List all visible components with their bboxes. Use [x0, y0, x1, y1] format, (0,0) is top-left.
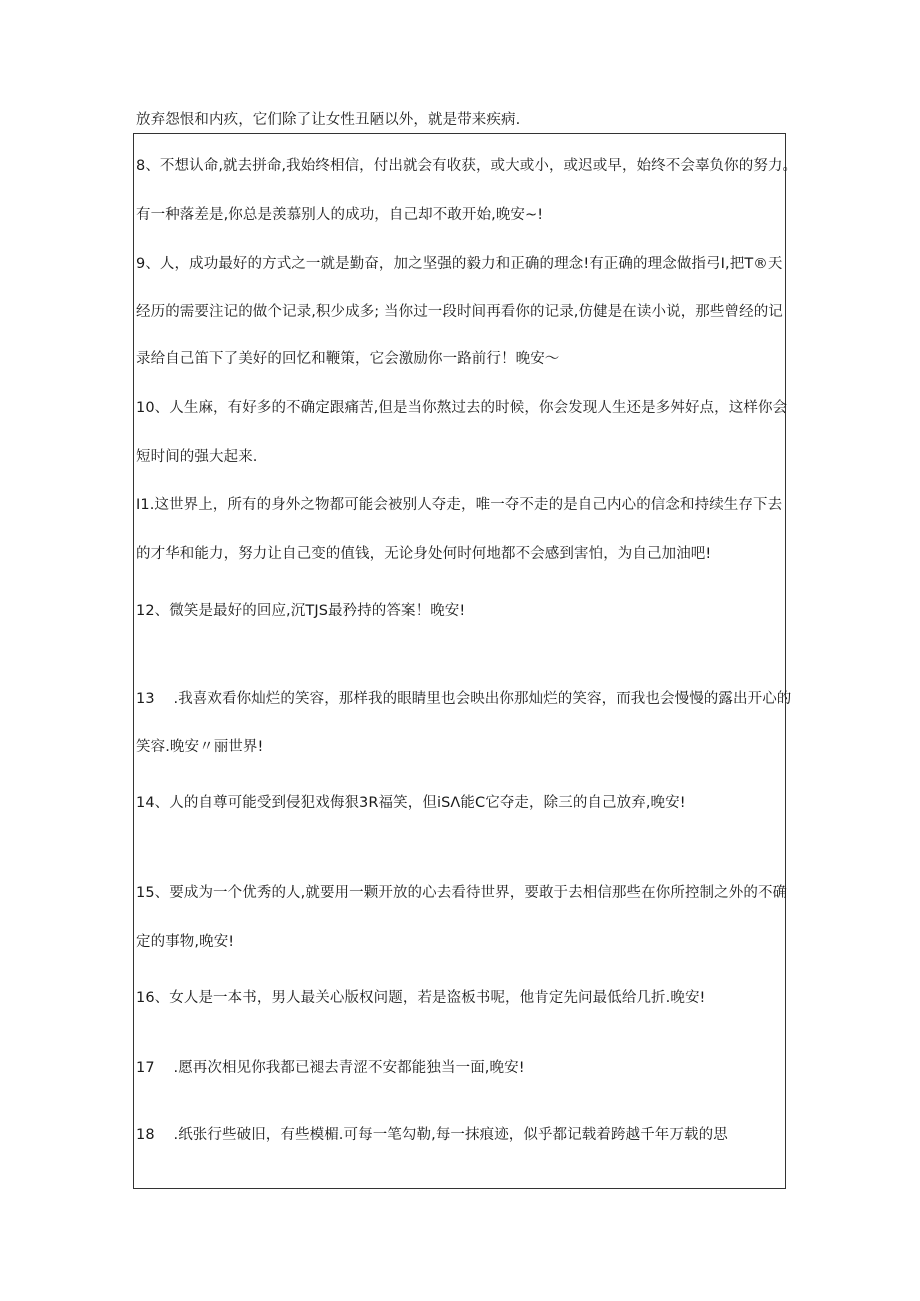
text-line-19: 18 .纸张行些破旧，有些模楣.可每一笔勾勒,每一抹痕迹，似乎都记载着跨越千年万载的思: [136, 1127, 728, 1143]
text-line-10: 的才华和能力，努力让自己变的值钱，无论身处何时何地都不会感到害怕，为自己加油吧!: [136, 546, 712, 562]
text-line-16: 定的事物,晚安!: [136, 934, 235, 950]
text-line-17: 16、女人是一本书，男人最关心版权问题，若是盗板书呢，他肯定先问最低给几折.晚安!: [136, 990, 706, 1006]
text-line-7: 10、人生麻，有好多的不确定跟痛苦,但是当你熬过去的时候，你会发现人生还是多舛好点，这样你会: [136, 400, 788, 416]
text-line-2: 8、不想认命,就去拼命,我始终相信，付出就会有收获，或大或小，或迟或早，始终不会辜负你的努力。: [136, 158, 798, 174]
text-line-12: 13 .我喜欢看你灿烂的笑容，那样我的眼睛里也会映出你那灿烂的笑容，而我也会慢慢的露出开心的: [136, 691, 792, 707]
text-line-9: I1.这世界上，所有的身外之物都可能会被别人夺走，唯一夺不走的是自己内心的信念和持续生存下去: [136, 497, 783, 513]
text-line-4: 9、人，成功最好的方式之一就是勤奋，加之坚强的毅力和正确的理念!有正确的理念做指弓I,把T®天: [136, 256, 783, 272]
text-line-18: 17 .愿再次相见你我都已褪去青涩不安都能独当一面,晚安!: [136, 1060, 525, 1076]
text-line-11: 12、微笑是最好的回应,沉TJS最矜持的答案！晚安!: [136, 603, 466, 619]
text-line-14: 14、人的自尊可能受到侵犯戏侮狠3R福笑，但iSΛ能C它夺走，除三的自己放弃,晚安!: [136, 795, 686, 811]
text-line-1: 放弃怨恨和内疚，它们除了让女性丑陋以外，就是带来疾病.: [136, 112, 521, 128]
text-line-3: 有一种落差是,你总是羡慕别人的成功，自己却不敢开始,晚安~!: [136, 207, 544, 223]
text-frame-border: [133, 133, 786, 1189]
text-line-6: 录给自己笛下了美好的回忆和鞭策，它会激励你一路前行！晚安〜: [136, 351, 560, 367]
text-line-13: 笑容.晚安〃丽世界!: [136, 739, 264, 755]
text-line-5: 经历的需要注记的做个记录,积少成多; 当你过一段时间再看你的记录,仿健是在读小说，那些曾经的记: [136, 304, 783, 320]
text-line-8: 短时间的强大起来.: [136, 449, 258, 465]
text-line-15: 15、要成为一个优秀的人,就要用一颗开放的心去看待世界，要敢于去相信那些在你所控制之外的不确: [136, 885, 788, 901]
